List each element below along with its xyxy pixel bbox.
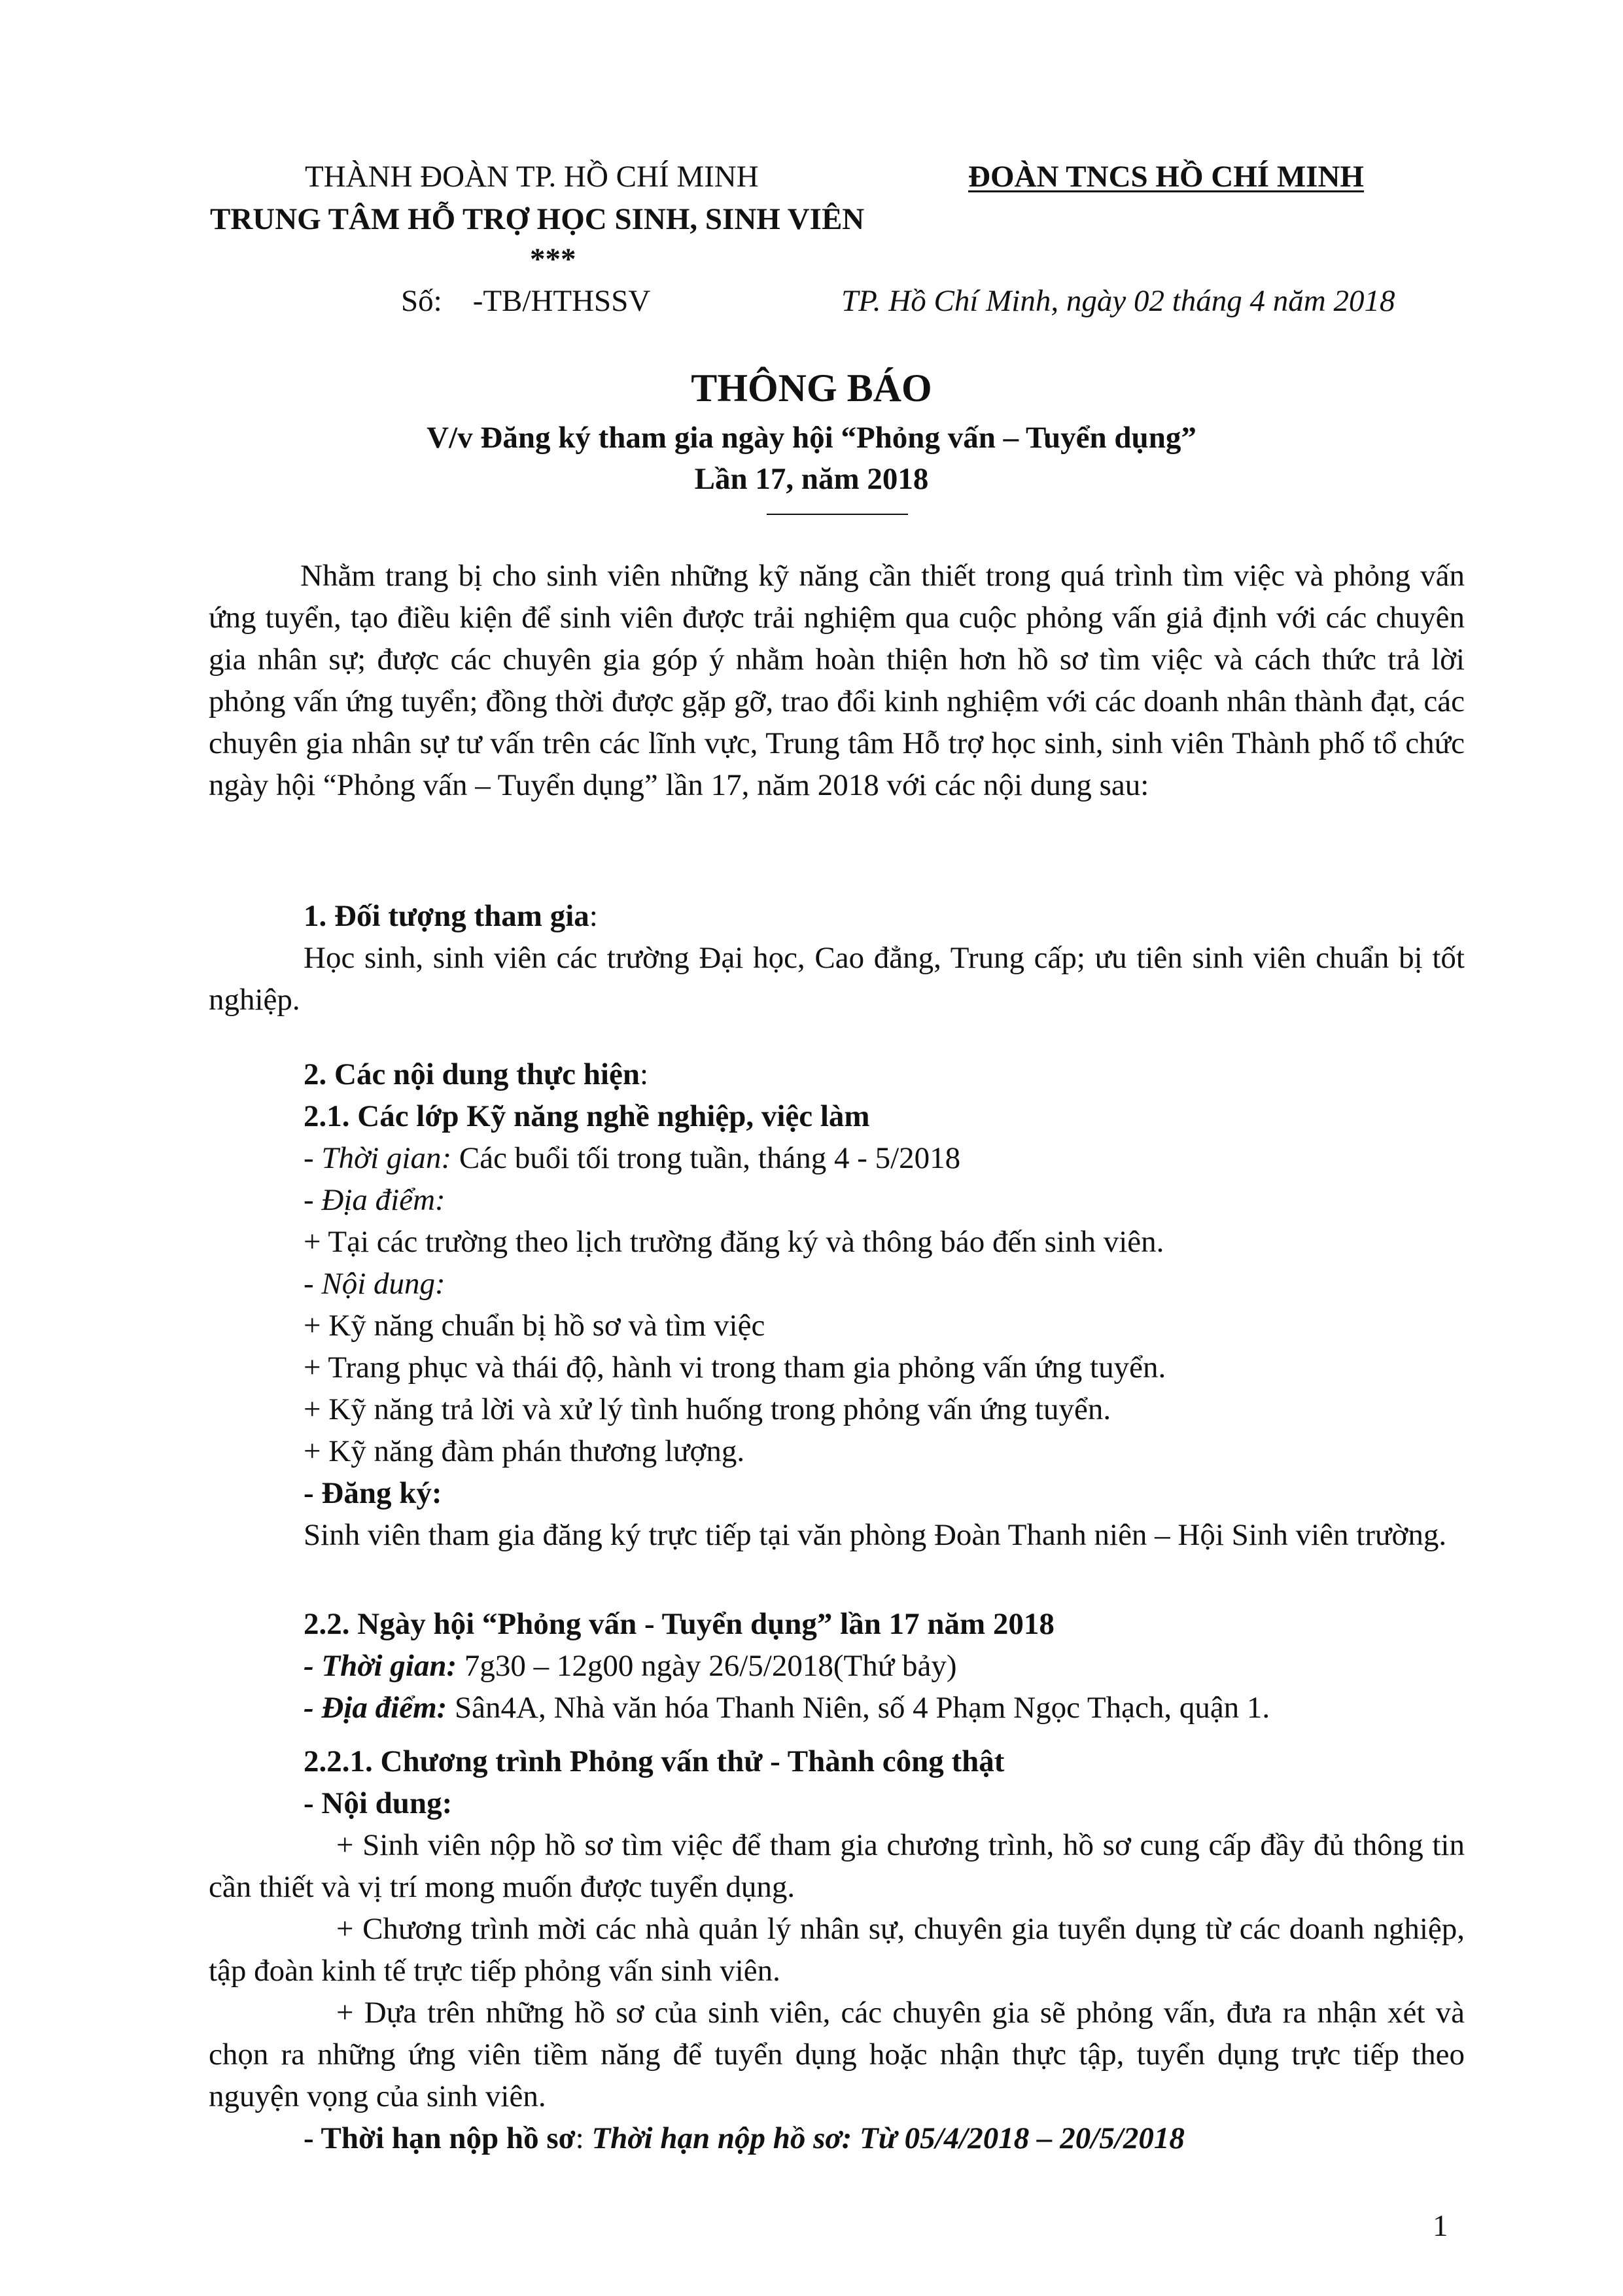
page-title: THÔNG BÁO [691, 366, 932, 410]
document-date: TP. Hồ Chí Minh, ngày 02 tháng 4 năm 2018 [841, 284, 1395, 318]
org-left-line1: THÀNH ĐOÀN TP. HỒ CHÍ MINH [305, 160, 759, 194]
list-item: + Kỹ năng chuẩn bị hồ sơ và tìm việc [304, 1309, 765, 1343]
document-number: Số: -TB/HTHSSV [401, 284, 651, 318]
section-2-1-register-label: - Đăng ký: [304, 1476, 442, 1510]
section-2-2-1-heading: 2.2.1. Chương trình Phỏng vấn thử - Thành công thật [304, 1744, 1005, 1778]
section-2-2-1-paragraph-2: + Chương trình mời các nhà quản lý nhân sự, chuyên gia tuyển dụng từ các doanh nghiệp, tập đoàn kinh tế trực tiếp phỏng vấn sinh viên. [209, 1912, 1465, 1988]
page-number: 1 [1433, 2209, 1448, 2243]
section-2-2-time: - Thời gian: 7g30 – 12g00 ngày 26/5/2018(Thứ bảy) [304, 1649, 957, 1683]
section-2-1-time: - Thời gian: Các buổi tối trong tuần, tháng 4 - 5/2018 [304, 1141, 961, 1175]
org-right: ĐOÀN TNCS HỒ CHÍ MINH [968, 160, 1364, 194]
section-2-2-heading: 2.2. Ngày hội “Phỏng vấn - Tuyển dụng” lần 17 năm 2018 [304, 1607, 1055, 1641]
intro-paragraph: Nhằm trang bị cho sinh viên những kỹ năng cần thiết trong quá trình tìm việc và phỏng vấn ứng tuyển, tạo điều kiện để sinh viên được trải nghiệm qua cuộc phỏng vấn giả định với các chuyên gia nhân sự; được các chuyên gia góp ý nhằm hoàn thiện hơn hồ sơ tìm việc và cách thức trả lời phỏng vấn ứng tuyển; đồng thời được gặp gỡ, trao đổi kinh nghiệm với các doanh nhân thành đạt, các chuyên gia nhân sự tư vấn trên các lĩnh vực, Trung tâm Hỗ trợ học sinh, sinh viên Thành phố tổ chức ngày hội “Phỏng vấn – Tuyển dụng” lần 17, năm 2018 với các nội dung sau: [209, 559, 1465, 802]
section-2-1-place-label: - Địa điểm: [304, 1183, 445, 1217]
section-2-1-content-label: - Nội dung: [304, 1267, 445, 1301]
section-2-2-1-paragraph-1: + Sinh viên nộp hồ sơ tìm việc để tham gia chương trình, hồ sơ cung cấp đầy đủ thông tin cần thiết và vị trí mong muốn được tuyển dụng. [209, 1828, 1465, 1904]
section-2-1-heading: 2.1. Các lớp Kỹ năng nghề nghiệp, việc làm [304, 1099, 870, 1133]
org-left-line2: TRUNG TÂM HỖ TRỢ HỌC SINH, SINH VIÊN [210, 202, 865, 236]
section-2-heading: 2. Các nội dung thực hiện: [304, 1057, 649, 1091]
list-item: + Kỹ năng trả lời và xử lý tình huống trong phỏng vấn ứng tuyển. [304, 1392, 1111, 1426]
stars-divider: *** [530, 242, 576, 276]
section-2-2-1-content-label: - Nội dung: [304, 1786, 453, 1820]
section-1-heading: 1. Đối tượng tham gia: [304, 899, 598, 933]
list-item: + Kỹ năng đàm phán thương lượng. [304, 1434, 745, 1468]
section-2-1-place-value: + Tại các trường theo lịch trường đăng ký và thông báo đến sinh viên. [304, 1225, 1164, 1259]
title-underline [767, 514, 908, 515]
section-2-2-place: - Địa điểm: Sân4A, Nhà văn hóa Thanh Niên, số 4 Phạm Ngọc Thạch, quận 1. [304, 1691, 1270, 1725]
title-edition: Lần 17, năm 2018 [694, 462, 929, 496]
list-item: + Trang phục và thái độ, hành vi trong tham gia phỏng vấn ứng tuyển. [304, 1351, 1166, 1385]
section-2-1-register-value: Sinh viên tham gia đăng ký trực tiếp tại văn phòng Đoàn Thanh niên – Hội Sinh viên trường. [304, 1518, 1447, 1552]
section-2-2-1-deadline: - Thời hạn nộp hồ sơ: Thời hạn nộp hồ sơ: Từ 05/4/2018 – 20/5/2018 [304, 2121, 1185, 2155]
section-2-2-1-paragraph-3: + Dựa trên những hồ sơ của sinh viên, các chuyên gia sẽ phỏng vấn, đưa ra nhận xét và chọn ra những ứng viên tiềm năng để tuyển dụng hoặc nhận thực tập, tuyển dụng trực tiếp theo nguyện vọng của sinh viên. [209, 1996, 1465, 2113]
title-subject: V/v Đăng ký tham gia ngày hội “Phỏng vấn – Tuyển dụng” [427, 421, 1196, 455]
section-1-body: Học sinh, sinh viên các trường Đại học, Cao đẳng, Trung cấp; ưu tiên sinh viên chuẩn bị tốt nghiệp. [209, 941, 1465, 1017]
